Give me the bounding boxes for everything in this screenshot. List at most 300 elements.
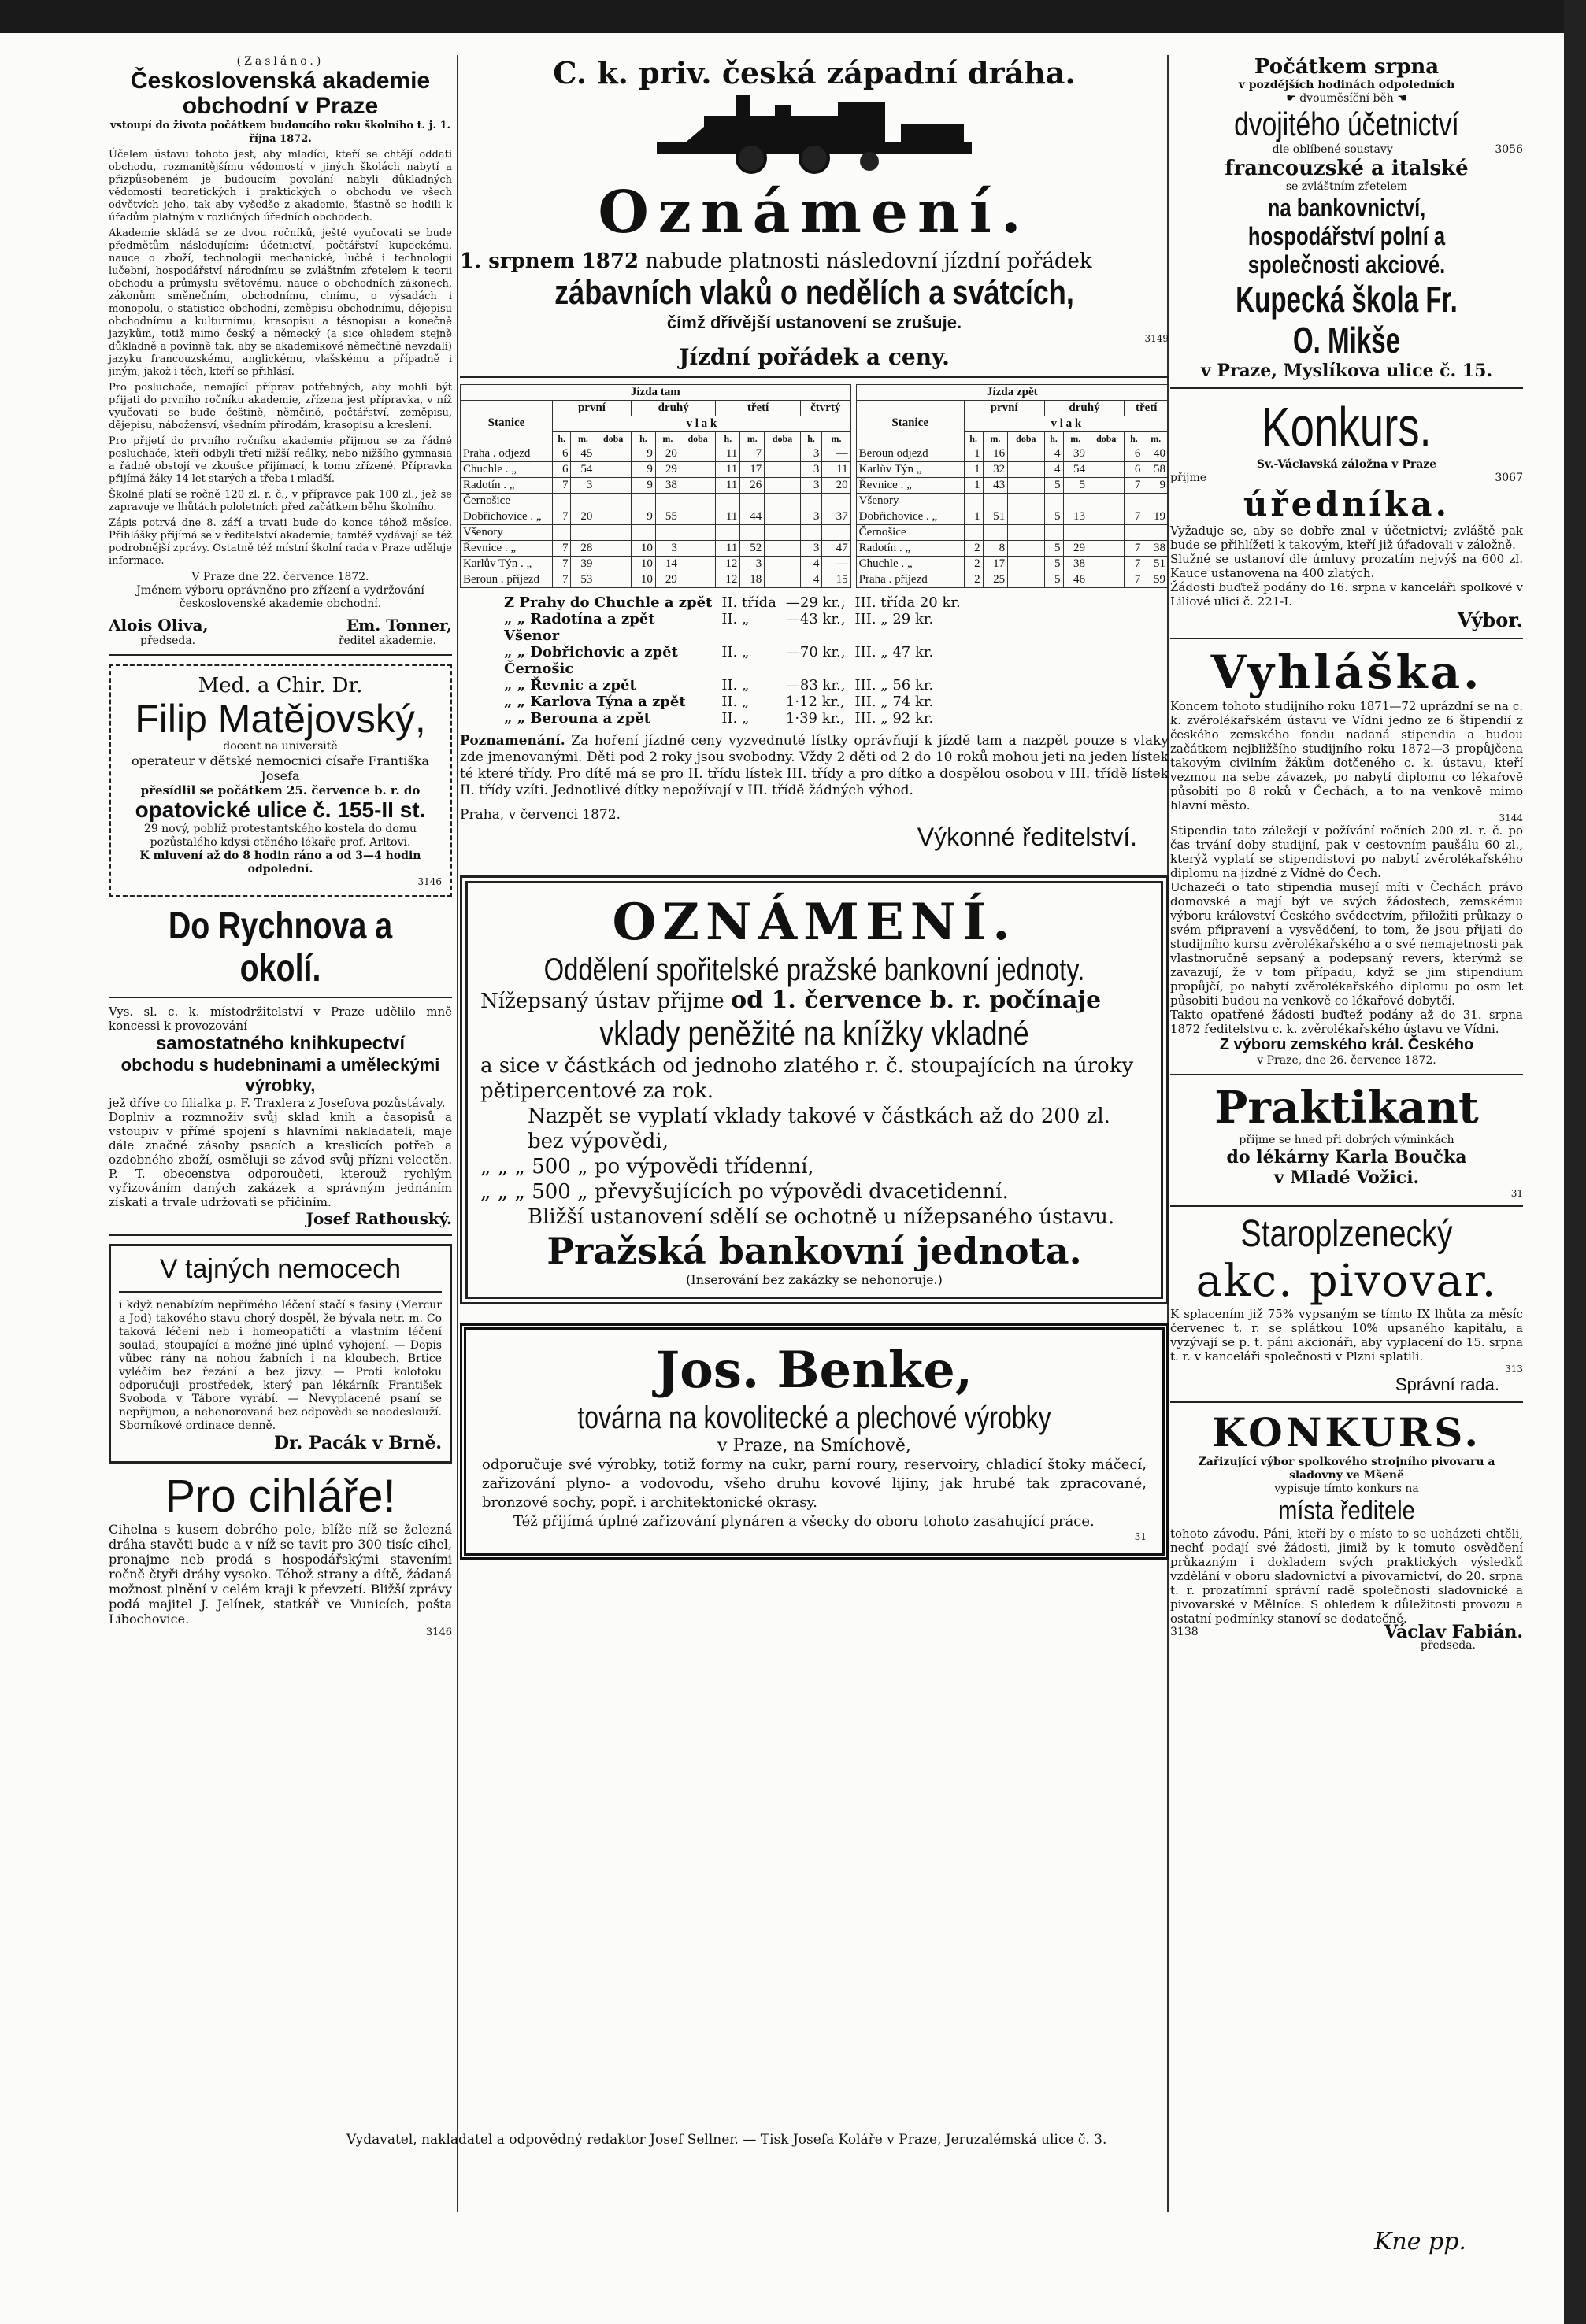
ad-title: Vyhláška. bbox=[1210, 646, 1483, 699]
timetable-row bbox=[461, 494, 851, 509]
time-cell: 20 bbox=[571, 509, 595, 525]
time-cell: 11 bbox=[716, 446, 740, 462]
time-cell: 1 bbox=[964, 509, 983, 525]
ad-title: Československá akademie obchodní v Praze bbox=[130, 68, 431, 119]
bank-name: Pražská bankovní jednota. bbox=[547, 1230, 1082, 1272]
timetable-row bbox=[461, 572, 851, 588]
class-header: první bbox=[964, 401, 1044, 416]
ad-doctor-name: Filip Matějovský, bbox=[135, 697, 426, 741]
time-cell: 1 bbox=[964, 478, 983, 494]
time-cell bbox=[1063, 494, 1088, 509]
ad-signature: Výbor. bbox=[1457, 609, 1523, 631]
time-cell: 54 bbox=[571, 462, 595, 478]
hm-cell: m. bbox=[983, 432, 1008, 446]
time-cell: 40 bbox=[1143, 446, 1169, 462]
fare-cell: —83 kr., bbox=[785, 677, 846, 694]
fares-body bbox=[499, 594, 965, 727]
fare-cell: III. třída 20 kr. bbox=[854, 594, 961, 611]
fare-cell: „ „ Dobřichovic a zpět bbox=[504, 644, 678, 661]
station-header: Stanice bbox=[461, 401, 553, 446]
time-cell: 7 bbox=[1125, 557, 1143, 572]
timetable-row bbox=[461, 541, 851, 557]
fare-cell bbox=[717, 661, 781, 677]
timetable-row bbox=[856, 557, 1168, 572]
ad-dateline: V Praze dne 22. července 1872. bbox=[191, 571, 369, 583]
fare-cell: Černošic bbox=[504, 661, 574, 677]
benke-line1: továrna na kovolitecké a plechové výrobky bbox=[577, 1401, 1051, 1435]
time-cell: 14 bbox=[655, 557, 680, 572]
ad-diseases-text: i když nenabízím nepřímého léčení stačí s fasiny (Mercur a Jod) takového stavu chorý dospěl, že bývala netr. m. Co taková léčení neb i homeopatičtí a vlastním léčení soulad, stoupající a možné jiné úplné vyhojení. — Dopis vůbec rány na nohou žabních i na kloubech. Brtice vyléčím bez řezání a bez jizvy. — Proti kolotoku odporučuji prostředek, který pan lékárník František Svoboda v Tábore vyrábí. — Nevyplacené psaní se nepřijmou, a nehonorovaná bez odpovědi se neodeslouží. Sborníkové ordinace denně. bbox=[119, 1299, 442, 1432]
ad-paragraph: Žádosti buďtež podány do 16. srpna v kanceláři spolkové v Liliové ulici č. 221-I. bbox=[1170, 580, 1523, 609]
bank-line5: „ „ „ 500 „ po výpovědi třídenní, bbox=[480, 1155, 814, 1179]
time-cell: 51 bbox=[983, 509, 1008, 525]
ad-title2: akc. pivovar. bbox=[1195, 1256, 1498, 1307]
fare-cell: „ „ Karlova Týna a zpět bbox=[504, 694, 686, 710]
time-cell: 58 bbox=[1143, 462, 1169, 478]
divider bbox=[460, 376, 1169, 378]
time-cell: 11 bbox=[822, 462, 850, 478]
time-cell: 19 bbox=[1143, 509, 1169, 525]
divider bbox=[109, 997, 452, 998]
time-cell bbox=[631, 525, 655, 541]
time-cell: 7 bbox=[553, 478, 571, 494]
time-cell: 15 bbox=[822, 572, 850, 588]
timetable-row bbox=[856, 509, 1168, 525]
ad-number: 3144 bbox=[1499, 812, 1523, 823]
divider bbox=[1170, 387, 1523, 389]
time-cell bbox=[655, 494, 680, 509]
benke-line2: v Praze, na Smíchově, bbox=[717, 1436, 911, 1456]
ad-paragraph: Stipendia tato záležejí v požívání ročních 200 zl. r. č. po čas trvání doby studijní, pak v cestovním paušálu 60 zl., kterýž vyplatí se stipendistovi po nabytí zvěrolékařského diplomu na jízdné z Vídně do Čech. bbox=[1170, 823, 1523, 880]
time-cell bbox=[800, 525, 821, 541]
fare-cell: 1·39 kr., bbox=[785, 710, 845, 727]
time-cell: 3 bbox=[800, 446, 821, 462]
timetable-row bbox=[461, 557, 851, 572]
class-header: třetí bbox=[716, 401, 800, 416]
timetable bbox=[460, 384, 1169, 588]
signature-left: Alois Oliva, bbox=[109, 616, 209, 635]
ad-paragraph: K splacením již 75% vypsaným se tímto IX lhůta za měsíc červenec t. r. se splátkou 10% upsaného kapitálu, a vyzývají se p. t. páni akcionáři, aby vyplacení do 15. srpna t. r. v kanceláři společnosti v Plzni splatili. bbox=[1170, 1307, 1523, 1364]
station-name: Chuchle . „ bbox=[856, 557, 964, 572]
ad-l1: Sv.-Václavská záložna v Praze bbox=[1256, 458, 1437, 471]
fare-cell: II. třída bbox=[721, 594, 776, 611]
bank-subtitle: Oddělení spořitelské pražské bankovní jednoty. bbox=[543, 953, 1085, 987]
railway-company: C. k. priv. česká západní dráha. bbox=[553, 55, 1076, 91]
scan-top-edge bbox=[0, 0, 1586, 33]
time-cell bbox=[964, 525, 983, 541]
time-cell: 9 bbox=[631, 478, 655, 494]
fare-cell: —70 kr., bbox=[785, 644, 846, 661]
ad-doctor-address: opatovické ulice č. 155-II st. bbox=[135, 797, 426, 822]
time-cell: 5 bbox=[1044, 572, 1063, 588]
ad-number: 313 bbox=[1505, 1364, 1523, 1375]
time-cell bbox=[680, 462, 716, 478]
railway-title: Oznámení. bbox=[598, 179, 1031, 246]
ad-number: 3067 bbox=[1495, 472, 1523, 484]
ad-role: předseda. bbox=[1420, 1639, 1476, 1652]
time-cell bbox=[983, 525, 1008, 541]
time-cell bbox=[595, 557, 632, 572]
time-cell bbox=[1044, 494, 1063, 509]
time-cell: 44 bbox=[740, 509, 765, 525]
ad-rychnov-p4: jež dříve co filialka p. F. Traxlera z Josefova pozůstávaly. bbox=[109, 1096, 446, 1110]
time-cell: 3 bbox=[800, 478, 821, 494]
ad-l3: úředníka. bbox=[1243, 485, 1451, 524]
hm-cell: doba bbox=[680, 432, 716, 446]
time-cell: 11 bbox=[716, 462, 740, 478]
timetable-row bbox=[856, 478, 1168, 494]
divider bbox=[1170, 1205, 1523, 1207]
time-cell: 11 bbox=[716, 509, 740, 525]
divider bbox=[1170, 638, 1523, 639]
railway-line3: čímž dřívější ustanovení se zrušuje. bbox=[666, 313, 962, 332]
time-cell: 7 bbox=[1125, 478, 1143, 494]
time-cell: 29 bbox=[655, 572, 680, 588]
ad-title: Praktikant bbox=[1214, 1082, 1479, 1134]
fare-cell bbox=[850, 661, 965, 677]
timetable-row bbox=[461, 446, 851, 462]
time-cell: — bbox=[822, 557, 850, 572]
class-header: čtvrtý bbox=[800, 401, 850, 416]
fare-cell: Z Prahy do Chuchle a zpět bbox=[504, 594, 713, 611]
fare-cell bbox=[850, 627, 965, 644]
ad-paragraph: Pro přijetí do prvního ročníku akademie přijmou se za řádné posluchače, kteří odbyli třetí nižší reálky, nebo nižšího gymnasia a řádně obstojí ve zkoušce přijímací, k tomu zřízené. Přípravka přijímá žáky 14 let starých a třeba i mladší. bbox=[109, 435, 452, 485]
note-text: Za hoření jízdné ceny vyzvednuté lístky oprávňují k jízdě tam a nazpět pouze s vlaky zde jmenovanými. Děti pod 2 roky jsou svobodny. Vždy 2 děti od 2 do 10 roků mohou jeti na jeden lístek té které třídy. Pro dítě má se pro II. třídu lístek III. třídy a pro dítko a dospělou osobou v III. třídě lístek II. třídy vzíti. Jednotlivé dítky nepožívají v III. třídě žádných výhod. bbox=[460, 733, 1169, 798]
time-cell: 6 bbox=[553, 462, 571, 478]
station-name: Praha . příjezd bbox=[856, 572, 964, 588]
time-cell: 2 bbox=[964, 557, 983, 572]
time-cell: 45 bbox=[571, 446, 595, 462]
time-cell: 3 bbox=[655, 541, 680, 557]
time-cell bbox=[1008, 572, 1044, 588]
time-cell: 1 bbox=[964, 462, 983, 478]
fare-cell: Všenor bbox=[504, 627, 560, 644]
ad-number: 31 bbox=[1510, 1188, 1523, 1199]
time-cell bbox=[716, 494, 740, 509]
ad-rychnov-p5: Doplniv a rozmnoživ svůj sklad knih a časopisů a vstoupiv v přímé spojení s hlavními nakladateli, maje dále značné zásoby psacích a kreslicích potřeb a ozdobného zboží, osměluji se závod svůj přízni velectěn. P. T. obecenstva odporoučeti, kterouž rychlým vyřizováním daných zakázek a správným jednáním získati a trvale udržovati se přičiním. bbox=[109, 1110, 452, 1209]
fare-row bbox=[499, 694, 965, 710]
ad-doctor-line2: docent na universitě bbox=[223, 740, 338, 753]
ad-doctor-line3: operateur v dětské nemocnici císaře Františka Josefa bbox=[132, 753, 429, 783]
time-cell bbox=[716, 525, 740, 541]
ad-diseases-signature: Dr. Pacák v Brně. bbox=[273, 1433, 442, 1453]
time-cell: 20 bbox=[655, 446, 680, 462]
pointing-hand-icon: ☛ bbox=[1286, 92, 1296, 105]
time-cell: 29 bbox=[1063, 541, 1088, 557]
time-cell bbox=[680, 509, 716, 525]
ad-vyhlaska bbox=[1170, 646, 1523, 1068]
hm-cell: doba bbox=[1088, 432, 1125, 446]
time-cell bbox=[765, 494, 801, 509]
time-cell bbox=[1008, 462, 1044, 478]
divider bbox=[109, 654, 452, 656]
station-name: Černošice bbox=[461, 494, 553, 509]
time-cell bbox=[822, 494, 850, 509]
time-cell: 3 bbox=[800, 541, 821, 557]
time-cell bbox=[680, 557, 716, 572]
time-cell bbox=[1008, 541, 1044, 557]
ad-sig-row bbox=[1170, 1622, 1523, 1642]
role-right: ředitel akademie. bbox=[338, 635, 436, 647]
fare-cell bbox=[781, 661, 850, 677]
hm-cell: m. bbox=[1063, 432, 1088, 446]
time-cell bbox=[740, 525, 765, 541]
time-cell: 6 bbox=[553, 446, 571, 462]
ad-title: KONKURS. bbox=[1212, 1409, 1481, 1456]
time-cell bbox=[680, 446, 716, 462]
hm-cell: h. bbox=[800, 432, 821, 446]
ad-l4: dvojitého účetnictví bbox=[1234, 105, 1459, 142]
time-cell bbox=[655, 525, 680, 541]
time-cell: 3 bbox=[800, 462, 821, 478]
page-corner-mark: Kne pp. bbox=[1374, 2228, 1466, 2256]
fare-cell: III. „ 74 kr. bbox=[854, 694, 934, 710]
station-name: Chuchle . „ bbox=[461, 462, 553, 478]
time-cell: 11 bbox=[716, 541, 740, 557]
divider bbox=[1170, 1401, 1523, 1403]
imprint-footer: Vydavatel, nakladatel a odpovědný redaktor Josef Sellner. — Tisk Josefa Koláře v Praze, Jeruzalémská ulice č. 3. bbox=[346, 2132, 1107, 2148]
time-cell: 25 bbox=[983, 572, 1008, 588]
ad-signature: Václav Fabián. bbox=[1384, 1622, 1523, 1642]
time-cell bbox=[765, 446, 801, 462]
ad-l1: Zařizující výbor spolkového strojního pivovaru a sladovny ve Mšeně bbox=[1198, 1456, 1495, 1482]
ad-benke bbox=[460, 1323, 1169, 1560]
ad-title: Konkurs. bbox=[1262, 396, 1432, 457]
hm-cell: h. bbox=[553, 432, 571, 446]
time-cell: 7 bbox=[553, 509, 571, 525]
time-cell bbox=[680, 541, 716, 557]
time-cell bbox=[765, 478, 801, 494]
time-cell: 7 bbox=[553, 572, 571, 588]
timetable-row bbox=[856, 446, 1168, 462]
timetable-row bbox=[461, 462, 851, 478]
hm-cell: m. bbox=[655, 432, 680, 446]
fare-cell: III. „ 56 kr. bbox=[854, 677, 934, 694]
time-cell: 17 bbox=[740, 462, 765, 478]
time-cell: 16 bbox=[983, 446, 1008, 462]
time-cell bbox=[680, 494, 716, 509]
station-name: Dobřichovice . „ bbox=[856, 509, 964, 525]
station-header: Stanice bbox=[856, 401, 964, 446]
fare-row bbox=[499, 710, 965, 727]
ad-l2: vypisuje tímto konkurs na bbox=[1274, 1482, 1419, 1495]
time-cell: 7 bbox=[740, 446, 765, 462]
ad-signature-roles bbox=[109, 635, 452, 648]
time-cell bbox=[571, 525, 595, 541]
ad-l5-text: dle oblíbené soustavy bbox=[1272, 143, 1393, 156]
time-cell: 7 bbox=[1125, 541, 1143, 557]
time-cell bbox=[680, 525, 716, 541]
hm-cell: m. bbox=[571, 432, 595, 446]
timetable-row bbox=[461, 509, 851, 525]
time-cell bbox=[983, 494, 1008, 509]
ad-paragraph: Uchazeči o tato stipendia musejí míti v Čechách právo domovské a mají být ve svých žádostech, zemskému výboru království Českého svědectvím, přiložiti průkazy o svém připravení a vysvědčení, to tom, že jsou přijati do studijního kursu zvěrolékařského a o své nemajetnosti pak vlastnoručně sepsaný a podepsaný revers, kterýmž se zavazují, že v tom případu, když se jim stipendium propůjčí, po nabytí zvěrolékařského diplomu po osm let působiti budou na venkově co lékařové dobytčí. bbox=[1170, 880, 1523, 1008]
note-label: Poznamenání. bbox=[460, 733, 565, 749]
fare-row bbox=[499, 644, 965, 661]
ad-paragraph: Zápis potrvá dne 8. září a trvati bude do konce téhož měsíce. Přihlášky přijímá se v ředitelství akademie; tamtéž vydávají se též podrobnější zprávy. Ostatně též místní školní rada v Praze uděluje informace. bbox=[109, 517, 452, 567]
class-header: třetí bbox=[1125, 401, 1169, 416]
ad-rychnov-p1: Vys. sl. c. k. místodržitelství v Praze udělilo mně koncessi k provozování bbox=[109, 1005, 452, 1033]
time-cell bbox=[1063, 525, 1088, 541]
ad-doctor-line5: 29 nový, poblíž protestantského kostela do domu pozůstalého kdysi ctěného lékaře prof. Arltovi. bbox=[143, 823, 417, 849]
time-cell: 51 bbox=[1143, 557, 1169, 572]
ad-kicker: (Zasláno.) bbox=[236, 55, 324, 68]
railway-signature: Výkonné ředitelství. bbox=[917, 823, 1137, 851]
fare-cell: II. „ bbox=[721, 694, 750, 710]
timetable-row bbox=[856, 541, 1168, 557]
ad-number: 31 bbox=[1134, 1531, 1147, 1542]
station-name: Všenory bbox=[856, 494, 964, 509]
divider bbox=[119, 1291, 442, 1293]
hm-cell: m. bbox=[740, 432, 765, 446]
time-cell: 32 bbox=[983, 462, 1008, 478]
hm-cell: doba bbox=[1008, 432, 1044, 446]
station-name: Radotín . „ bbox=[856, 541, 964, 557]
time-cell: 17 bbox=[983, 557, 1008, 572]
time-cell bbox=[571, 494, 595, 509]
time-cell: 59 bbox=[1143, 572, 1169, 588]
ad-bookkeeping bbox=[1170, 55, 1523, 381]
timetable-row bbox=[856, 494, 1168, 509]
time-cell bbox=[595, 509, 632, 525]
ad-bank bbox=[460, 875, 1169, 1304]
ad-l3: místa ředitele bbox=[1278, 1496, 1415, 1526]
time-cell: 53 bbox=[571, 572, 595, 588]
ad-l5 bbox=[1170, 143, 1523, 157]
time-cell bbox=[1143, 525, 1169, 541]
ad-rychnov-signature: Josef Rathouský. bbox=[306, 1209, 452, 1228]
bank-footer: (Inserování bez zakázky se nehonoruje.) bbox=[686, 1272, 943, 1287]
time-cell: 6 bbox=[1125, 446, 1143, 462]
ad-brewery bbox=[1170, 1213, 1523, 1395]
station-name: Karlův Týn „ bbox=[856, 462, 964, 478]
signature-right: Em. Tonner, bbox=[346, 616, 452, 635]
ad-paragraph: Školné platí se ročně 120 zl. r. č., v přípravce pak 100 zl., jež se zapravuje ve lhůtách pololetních před začátkem běhu školního. bbox=[109, 489, 452, 513]
time-cell bbox=[740, 494, 765, 509]
time-cell bbox=[800, 494, 821, 509]
time-cell: 2 bbox=[964, 541, 983, 557]
ad-paragraph: Akademie skládá se ze dvou ročníků, ještě vyučovati se bude předmětům následujícím: účetnictví, počtářství kupeckému, nauce o zboží, technologii mechanické, lučbě i technologii lučební, hospodářství národnímu se zvláštním zřetelem k teorii obchodu a průmyslu světovému, nauce o obchodních zákonech, zákonům směnečním, obchodnímu, clnímu, o výsadách i monopolu, o statistice obchodní, zeměpisu obchodnímu, dějepisu obchodnímu a kulturnímu, krasopisu a těsnopisu a konečně jazykům, totiž mimo český a německý (a sice ohledem stejně důkladně a povinně tak, aby se akademikové němečtině nevzdali) jazyku francouzskému, anglickému, vlašskému a případně i jiným, jakož i těch, kteří se přihlásí. bbox=[109, 228, 452, 378]
time-cell: 39 bbox=[571, 557, 595, 572]
time-cell: 5 bbox=[1063, 478, 1088, 494]
ad-number: 3146 bbox=[425, 1626, 452, 1638]
bank-line1a: Nížepsaný ústav přijme bbox=[480, 990, 724, 1013]
railway-note bbox=[460, 733, 1169, 799]
time-cell bbox=[822, 525, 850, 541]
ad-l2: do lékárny Karla Boučka bbox=[1226, 1147, 1467, 1168]
time-cell bbox=[595, 572, 632, 588]
ad-rychnov-title: Do Rychnova a okolí. bbox=[168, 905, 393, 990]
column-left bbox=[109, 55, 452, 1638]
timetable-outbound-body bbox=[461, 446, 851, 588]
time-cell bbox=[595, 525, 632, 541]
ad-paragraph: Koncem tohoto studijního roku 1871—72 uprázdní se na c. k. zvěrolékařském ústavu ve Vídni jedno ze 6 štipendií z českého zemského fondu nadaná stipendia a budou začátkem nejbližšího studijního roku 1872—3 propůjčena takovým civilním žákům dotčeného c. k. ústavu, kteří vezmou na sebe závazek, po nabytí diplomu co lékařově působiti po 8 roků v Čechách, a to na venkově mimo hlavní město. bbox=[1170, 699, 1523, 812]
ad-l2: v pozdějších hodinách odpoledních bbox=[1238, 79, 1455, 91]
ad-diseases-title: V tajných nemocech bbox=[159, 1254, 402, 1284]
ad-title1: Staroplzenecký bbox=[1240, 1213, 1453, 1255]
hm-cell: h. bbox=[1044, 432, 1063, 446]
time-cell bbox=[1125, 494, 1143, 509]
time-cell: 6 bbox=[1125, 462, 1143, 478]
time-cell bbox=[1008, 509, 1044, 525]
ad-brickmakers-text: Cihelna s kusem dobrého pole, blíže níž se železná dráha stavěti bude a v níž se tavit pro 300 tisíc cihel, pronajme neb prodá s hospodářskými staveními ročně čtyři dráhy vysoko. Téhož strany a dítě, žádaná možnost plnění v celém kraji k převzetí. Bližší zprávy podá majitel J. Jelínek, statkář ve Vunicích, pošta Libochovice. bbox=[109, 1522, 452, 1626]
time-cell: 52 bbox=[740, 541, 765, 557]
station-name: Radotín . „ bbox=[461, 478, 553, 494]
time-cell bbox=[1088, 494, 1125, 509]
timetable-outbound-header: Jízda tam bbox=[461, 385, 851, 401]
time-cell: 9 bbox=[631, 462, 655, 478]
station-name: Karlův Týn . „ bbox=[461, 557, 553, 572]
hm-cell: h. bbox=[1125, 432, 1143, 446]
scan-right-edge bbox=[1564, 0, 1586, 2324]
time-cell: 10 bbox=[631, 572, 655, 588]
ad-doctor bbox=[109, 664, 452, 897]
hm-cell: h. bbox=[964, 432, 983, 446]
hm-cell: h. bbox=[631, 432, 655, 446]
time-cell: 11 bbox=[716, 478, 740, 494]
time-cell bbox=[765, 541, 801, 557]
time-cell: 7 bbox=[553, 541, 571, 557]
ad-number: 3146 bbox=[417, 876, 442, 887]
ad-l2: přijme bbox=[1170, 472, 1207, 484]
time-cell bbox=[1008, 478, 1044, 494]
ad-diseases bbox=[109, 1244, 452, 1464]
ad-l3: v Mladé Vožici. bbox=[1273, 1168, 1420, 1188]
time-cell bbox=[1088, 557, 1125, 572]
time-cell: 18 bbox=[740, 572, 765, 588]
time-cell: 8 bbox=[983, 541, 1008, 557]
timetable-row bbox=[856, 525, 1168, 541]
time-cell bbox=[553, 525, 571, 541]
timetable-return-body bbox=[856, 446, 1168, 588]
fare-cell: „ „ Berouna a zpět bbox=[504, 710, 651, 727]
time-cell: 5 bbox=[1044, 478, 1063, 494]
hm-cell: m. bbox=[1143, 432, 1169, 446]
column-right bbox=[1170, 55, 1523, 1652]
time-cell: 39 bbox=[1063, 446, 1088, 462]
ad-number: 3138 bbox=[1170, 1626, 1199, 1638]
ad-place: v Praze, dne 26. července 1872. bbox=[1257, 1054, 1436, 1067]
bank-line6: „ „ „ 500 „ převyšujících po výpovědi dvacetidenní. bbox=[480, 1180, 1009, 1204]
ad-paragraph: Služné se ustanoví dle úmluvy prozatím nejvýš na 600 zl. Kauce ustanovena na 400 zlatých. bbox=[1170, 552, 1523, 580]
fare-cell bbox=[781, 627, 850, 644]
fare-cell: III. „ 47 kr. bbox=[854, 644, 934, 661]
ad-rychnov-p2: samostatného knihkupectví bbox=[155, 1033, 406, 1054]
ad-l8: na bankovnictví, hospodářství polní a společnosti akciové. bbox=[1247, 194, 1446, 279]
station-name: Řevnice . „ bbox=[461, 541, 553, 557]
time-cell bbox=[1125, 525, 1143, 541]
ad-konkurs-zalozna bbox=[1170, 395, 1523, 631]
ad-paragraph: Účelem ústavu tohoto jest, aby mladíci, kteří se chtějí oddati obchodu, rozmanitějšímu vědomostí v jiných školách nabytí a přizpůsobeném je budoucím povolání nabyli důkladných vědomostí teoretických i praktických o obchodu ve všech odvětvích jeho, tak aby vyšedše z akademie, šťastně se hodili k úřadům platným v rozličných úředních obchodech. bbox=[109, 149, 452, 224]
time-cell: 43 bbox=[983, 478, 1008, 494]
ad-doctor-line1: Med. a Chir. Dr. bbox=[198, 674, 363, 698]
fare-cell bbox=[717, 627, 781, 644]
ad-l3 bbox=[1170, 92, 1523, 105]
time-cell: 29 bbox=[655, 462, 680, 478]
time-cell bbox=[1008, 494, 1044, 509]
ad-l1: přijme se hned při dobrých výminkách bbox=[1239, 1134, 1454, 1146]
time-cell: 3 bbox=[571, 478, 595, 494]
fare-row bbox=[499, 661, 965, 677]
time-cell: — bbox=[822, 446, 850, 462]
time-cell: 54 bbox=[1063, 462, 1088, 478]
fare-row bbox=[499, 611, 965, 627]
pointing-hand-icon: ☚ bbox=[1397, 92, 1407, 105]
fare-cell: 1·12 kr., bbox=[785, 694, 845, 710]
hm-cell: doba bbox=[595, 432, 632, 446]
station-name: Řevnice . „ bbox=[856, 478, 964, 494]
locomotive-illustration bbox=[657, 95, 972, 174]
